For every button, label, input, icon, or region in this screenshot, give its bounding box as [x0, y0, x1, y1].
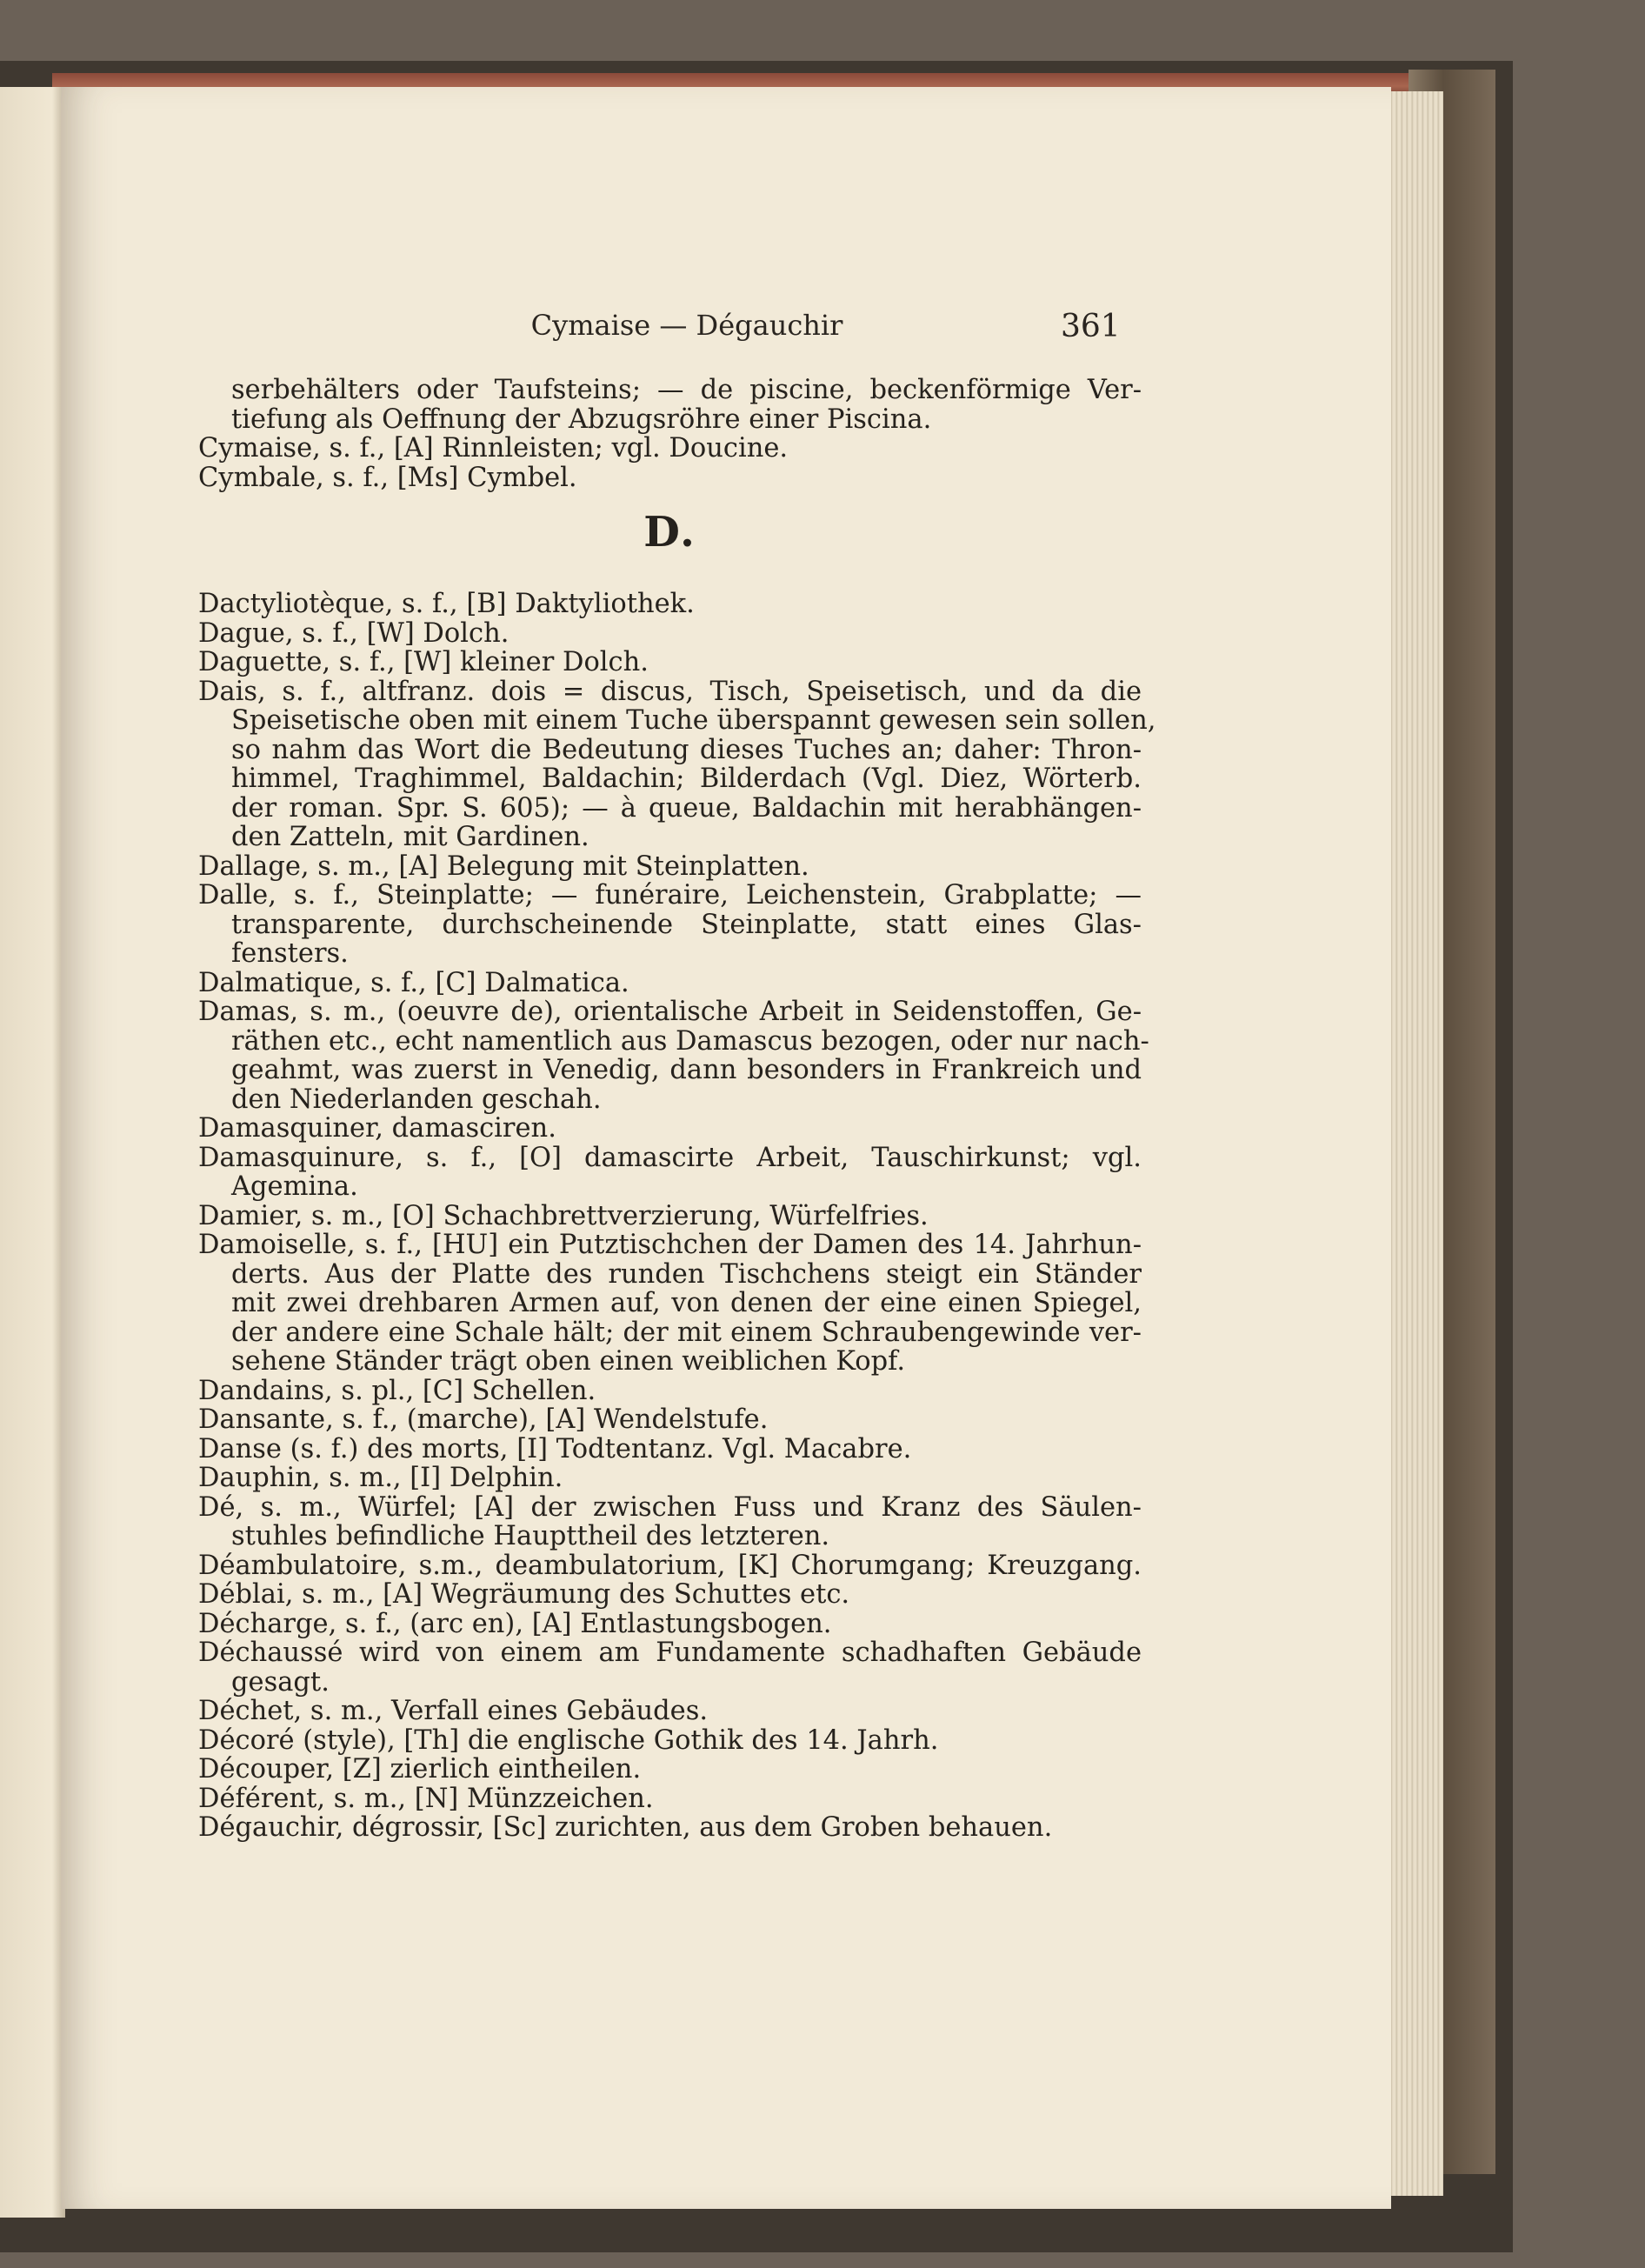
entry-dauphin: Dauphin, s. m., [I] Delphin.: [198, 1463, 563, 1493]
entry-decore: Décoré (style), [Th] die englische Gothik des 14. Jahrh.: [198, 1724, 939, 1756]
entry-degauchir: Dégauchir, dégrossir, [Sc] zurichten, aus dem Groben behauen.: [198, 1812, 1053, 1843]
text-line: gesagt.: [231, 1666, 330, 1698]
text-line: tiefung als Oeffnung der Abzugsröhre einer Piscina.: [231, 404, 932, 435]
entry-dallage: Dallage, s. m., [A] Belegung mit Steinplatten.: [198, 850, 809, 882]
text-line: Agemina.: [231, 1171, 358, 1202]
text-line: den Niederlanden geschah.: [231, 1084, 602, 1115]
text-line: Speisetische oben mit einem Tuche überspannt gewesen sein sollen,: [231, 705, 1156, 736]
page-edges: [1382, 91, 1443, 2196]
entry-damas: Damas, s. m., (oeuvre de), orientalische Arbeit in Seidenstoffen, Ge-: [198, 997, 1142, 1027]
text-line: sehene Ständer trägt oben einen weiblichen Kopf.: [231, 1346, 906, 1377]
entry-dais: Dais, s. f., altfranz. dois = discus, Tisch, Speisetisch, und da die: [198, 676, 1142, 707]
entry-damier: Damier, s. m., [O] Schachbrettverzierung, Würfelfries.: [198, 1200, 929, 1231]
left-page-edge: [0, 87, 65, 2218]
text-line: geahmt, was zuerst in Venedig, dann besonders in Frankreich und: [231, 1055, 1142, 1085]
text-line: fensters.: [231, 938, 349, 969]
page-number: 361: [1061, 309, 1121, 344]
dictionary-text: [198, 375, 1156, 1843]
entry-dechet: Déchet, s. m., Verfall eines Gebäudes.: [198, 1696, 709, 1726]
text-line: derts. Aus der Platte des runden Tischchens steigt ein Ständer: [231, 1258, 1142, 1290]
entry-dactylioteque: Dactyliotèque, s. f., [B] Daktyliothek.: [198, 589, 695, 619]
entry-deblai: Déblai, s. m., [A] Wegräumung des Schuttes etc.: [198, 1579, 850, 1610]
text-line: der roman. Spr. S. 605); — à queue, Baldachin mit herabhängen-: [231, 792, 1142, 824]
text-line: räthen etc., echt namentlich aus Damascus bezogen, oder nur nach-: [231, 1025, 1149, 1057]
entry-dechausse: Déchaussé wird von einem am Fundamente schadhaften Gebäude: [198, 1638, 1142, 1668]
entry-decharge: Décharge, s. f., (arc en), [A] Entlastungsbogen.: [198, 1608, 832, 1639]
text-line: mit zwei drehbaren Armen auf, von denen der eine einen Spiegel,: [231, 1288, 1142, 1318]
text-line: himmel, Traghimmel, Baldachin; Bilderdach (Vgl. Diez, Wörterb.: [231, 764, 1142, 794]
running-title: Cymaise — Dégauchir: [530, 309, 843, 342]
entry-cymbale: Cymbale, s. f., [Ms] Cymbel.: [198, 462, 577, 493]
entry-deambulatoire: Déambulatoire, s.m., deambulatorium, [K] Chorumgang; Kreuzgang.: [198, 1550, 1142, 1581]
entry-dansante: Dansante, s. f., (marche), [A] Wendelstufe.: [198, 1404, 769, 1435]
entry-danse-des-morts: Danse (s. f.) des morts, [I] Todtentanz. Vgl. Macabre.: [198, 1433, 912, 1464]
entry-dalmatique: Dalmatique, s. f., [C] Dalmatica.: [198, 967, 629, 998]
entry-dalle: Dalle, s. f., Steinplatte; — funéraire, Leichenstein, Grabplatte; —: [198, 880, 1142, 911]
entry-dague: Dague, s. f., [W] Dolch.: [198, 617, 509, 649]
text-line: serbehälters oder Taufsteins; — de piscine, beckenförmige Ver-: [231, 375, 1142, 405]
text-line: so nahm das Wort die Bedeutung dieses Tuches an; daher: Thron-: [231, 734, 1142, 765]
entry-cymaise: Cymaise, s. f., [A] Rinnleisten; vgl. Doucine.: [198, 433, 789, 464]
entry-de: Dé, s. m., Würfel; [A] der zwischen Fuss und Kranz des Säulen-: [198, 1491, 1142, 1523]
text-line: den Zatteln, mit Gardinen.: [231, 822, 589, 852]
text-line: transparente, durchscheinende Steinplatte, statt eines Glas-: [231, 909, 1142, 940]
entry-damoiselle: Damoiselle, s. f., [HU] ein Putztischchen der Damen des 14. Jahrhun-: [198, 1230, 1142, 1260]
text-line: stuhles befindliche Haupttheil des letzteren.: [231, 1521, 830, 1551]
entry-damasquiner: Damasquiner, damasciren.: [198, 1113, 556, 1144]
text-line: der andere eine Schale hält; der mit einem Schraubengewinde ver-: [231, 1317, 1142, 1348]
entry-decouper: Découper, [Z] zierlich eintheilen.: [198, 1754, 642, 1784]
section-letter: D.: [643, 508, 696, 557]
entry-dandains: Dandains, s. pl., [C] Schellen.: [198, 1375, 596, 1406]
entry-deferent: Déférent, s. m., [N] Münzzeichen.: [198, 1783, 654, 1814]
entry-damasquinure: Damasquinure, s. f., [O] damascirte Arbeit, Tauschirkunst; vgl.: [198, 1142, 1142, 1173]
entry-daguette: Daguette, s. f., [W] kleiner Dolch.: [198, 647, 649, 677]
